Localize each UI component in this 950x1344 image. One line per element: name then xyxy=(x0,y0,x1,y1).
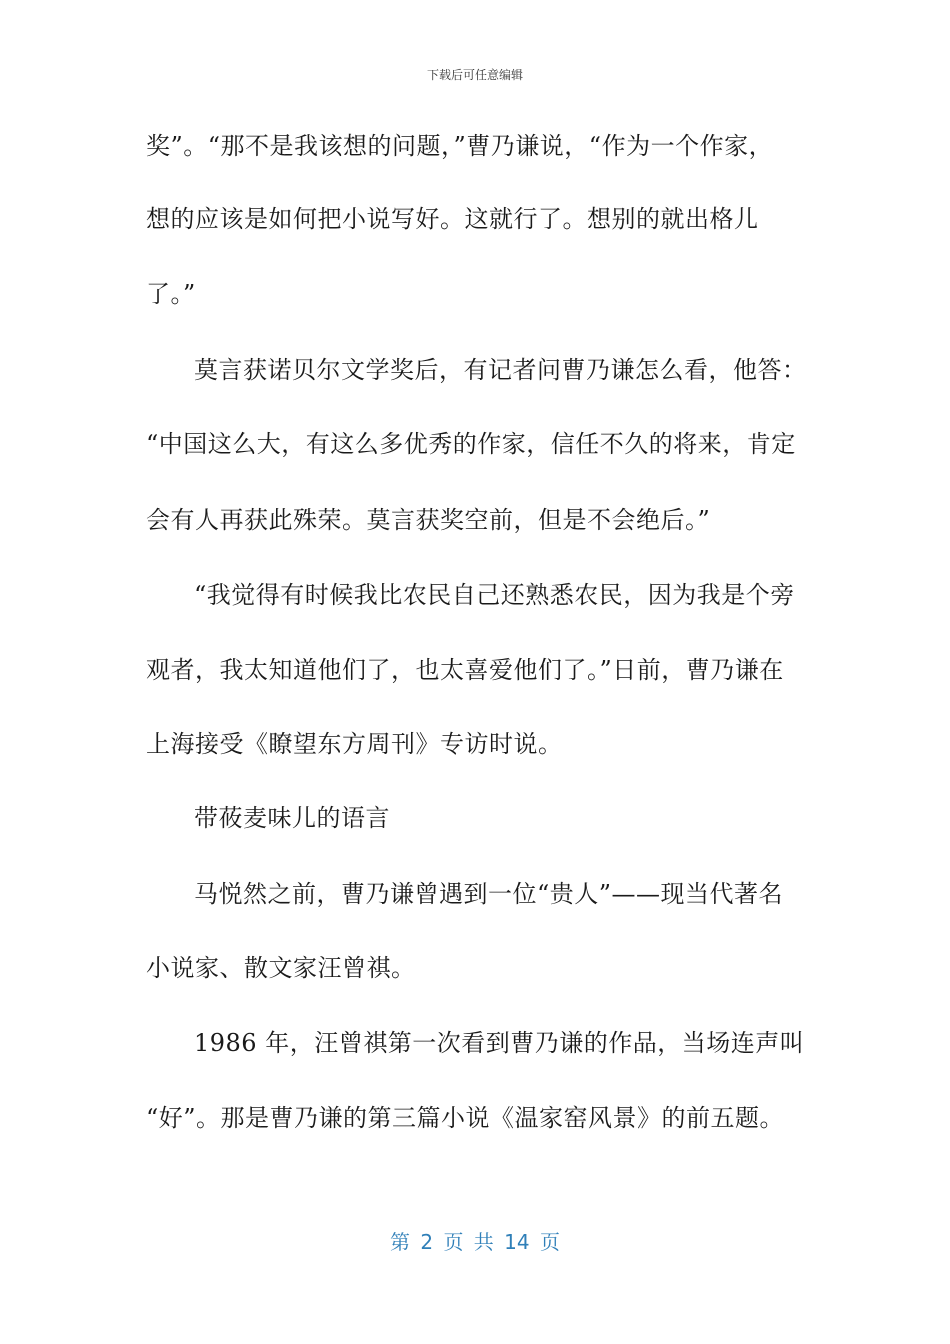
section-heading: 带莜麦味儿的语言 xyxy=(194,804,390,832)
page-prefix: 第 xyxy=(390,1230,410,1254)
text-line: 莫言获诺贝尔文学奖后，有记者问曹乃谦怎么看，他答： xyxy=(194,356,807,384)
text-line: “中国这么大，有这么多优秀的作家，信任不久的将来，肯定 xyxy=(146,430,796,458)
page-number: 2 xyxy=(420,1230,434,1254)
text-line: 小说家、散文家汪曾祺。 xyxy=(146,954,416,982)
page-middle: 页 共 xyxy=(443,1230,494,1254)
text-line: “好”。那是曹乃谦的第三篇小说《温家窑风景》的前五题。 xyxy=(146,1104,785,1132)
text-line: 上海接受《瞭望东方周刊》专访时说。 xyxy=(146,730,563,758)
total-pages: 14 xyxy=(504,1230,530,1254)
text-line: 马悦然之前，曹乃谦曾遇到一位“贵人”——现当代著名 xyxy=(194,880,784,908)
text-line: 想的应该是如何把小说写好。这就行了。想别的就出格儿 xyxy=(146,205,759,233)
text-line: “我觉得有时候我比农民自己还熟悉农民，因为我是个旁 xyxy=(194,581,795,609)
header-note: 下载后可任意编辑 xyxy=(426,68,523,82)
text-line: 1986 年，汪曾祺第一次看到曹乃谦的作品，当场连声叫 xyxy=(194,1029,805,1057)
text-line: 了。” xyxy=(146,280,196,308)
page-footer xyxy=(0,1226,950,1255)
text-line: 会有人再获此殊荣。莫言获奖空前，但是不会绝后。” xyxy=(146,506,711,534)
text-line: 观者，我太知道他们了，也太喜爱他们了。”日前，曹乃谦在 xyxy=(146,656,784,684)
page-suffix: 页 xyxy=(539,1230,560,1254)
text-line: 奖”。“那不是我该想的问题，”曹乃谦说，“作为一个作家， xyxy=(146,132,774,160)
